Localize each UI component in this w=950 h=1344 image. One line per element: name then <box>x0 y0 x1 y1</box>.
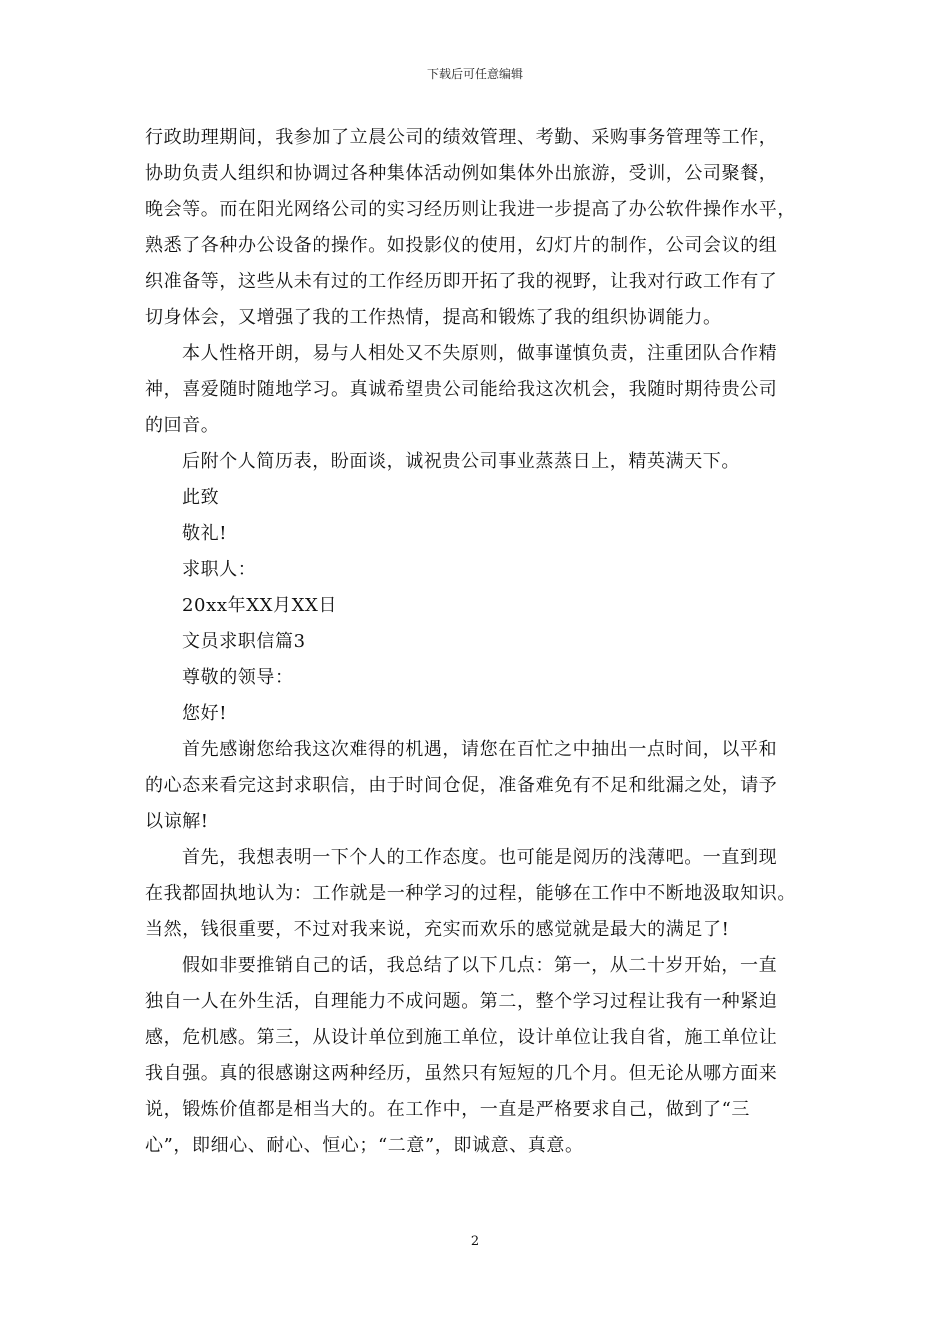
text-line: 感，危机感。第三，从设计单位到施工单位，设计单位让我自省，施工单位让 <box>145 1027 778 1048</box>
closing-regards: 敬礼! <box>182 523 228 544</box>
text-line: 熟悉了各种办公设备的操作。如投影仪的使用，幻灯片的制作，公司会议的组 <box>145 235 778 256</box>
greeting-line: 尊敬的领导： <box>182 667 294 688</box>
signature-label: 求职人： <box>182 559 257 580</box>
text-line: 织准备等，这些从未有过的工作经历即开拓了我的视野，让我对行政工作有了 <box>145 271 778 292</box>
text-line: 心”，即细心、耐心、恒心；“二意”，即诚意、真意。 <box>145 1135 584 1156</box>
section-title: 文员求职信篇3 <box>182 631 306 652</box>
text-line: 我自强。真的很感谢这两种经历，虽然只有短短的几个月。但无论从哪方面来 <box>145 1063 778 1084</box>
document-body <box>145 120 825 1164</box>
text-line: 后附个人简历表，盼面谈，诚祝贵公司事业蒸蒸日上，精英满天下。 <box>182 451 740 472</box>
text-line: 独自一人在外生活，自理能力不成问题。第二，整个学习过程让我有一种紧迫 <box>145 991 778 1012</box>
text-line: 行政助理期间，我参加了立晨公司的绩效管理、考勤、采购事务管理等工作， <box>145 127 778 148</box>
text-line: 在我都固执地认为：工作就是一种学习的过程，能够在工作中不断地汲取知识。 <box>145 883 796 904</box>
text-line: 说，锻炼价值都是相当大的。在工作中，一直是严格要求自己，做到了“三 <box>145 1099 750 1120</box>
closing-salutation: 此致 <box>182 487 220 508</box>
text-line: 首先，我想表明一下个人的工作态度。也可能是阅历的浅薄吧。一直到现 <box>182 847 778 868</box>
page-header: 下载后可任意编辑 <box>426 67 523 81</box>
text-line: 当然，钱很重要，不过对我来说，充实而欢乐的感觉就是最大的满足了! <box>145 919 730 940</box>
page-number: 2 <box>470 1234 480 1249</box>
text-line: 神，喜爱随时随地学习。真诚希望贵公司能给我这次机会，我随时期待贵公司 <box>145 379 778 400</box>
text-line: 的回音。 <box>145 415 220 436</box>
text-line: 晚会等。而在阳光网络公司的实习经历则让我进一步提高了办公软件操作水平， <box>145 199 796 220</box>
text-line: 本人性格开朗，易与人相处又不失原则，做事谨慎负责，注重团队合作精 <box>182 343 778 364</box>
text-line: 假如非要推销自己的话，我总结了以下几点：第一，从二十岁开始，一直 <box>182 955 778 976</box>
text-line: 协助负责人组织和协调过各种集体活动例如集体外出旅游，受训，公司聚餐， <box>145 163 778 184</box>
greeting-line: 您好! <box>182 703 228 724</box>
text-line: 以谅解! <box>145 811 209 832</box>
date-line: 20xx年XX月XX日 <box>182 595 338 616</box>
text-line: 切身体会，又增强了我的工作热情，提高和锻炼了我的组织协调能力。 <box>145 307 722 328</box>
text-line: 的心态来看完这封求职信，由于时间仓促，准备难免有不足和纰漏之处，请予 <box>145 775 778 796</box>
text-line: 首先感谢您给我这次难得的机遇，请您在百忙之中抽出一点时间，以平和 <box>182 739 778 760</box>
